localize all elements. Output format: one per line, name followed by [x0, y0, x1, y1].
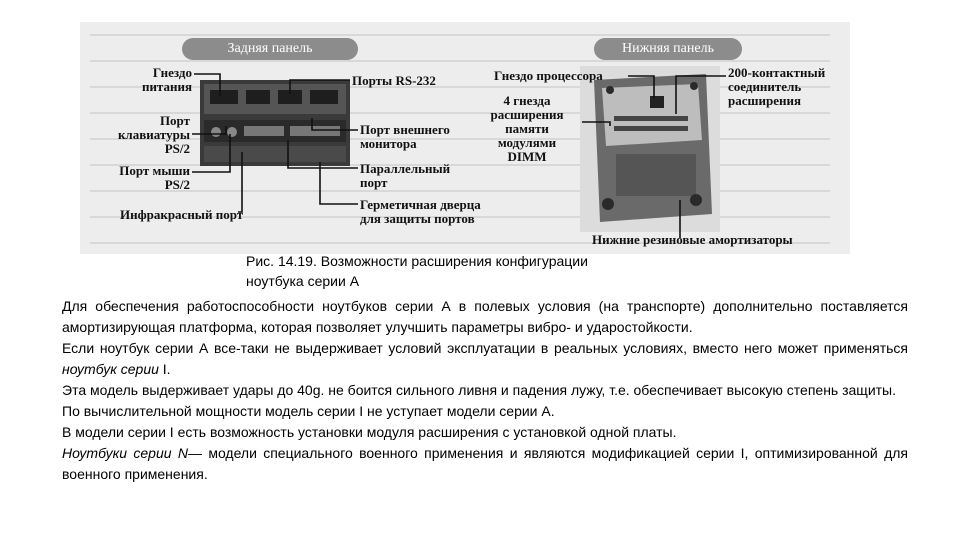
- parallel-port-label: Параллельный порт: [360, 161, 451, 190]
- figure-image: [80, 22, 850, 254]
- rear-panel-title: Задняя панель: [182, 38, 358, 60]
- paragraph-2: Если ноутбук серии А все-таки не выдерживает условий эксплуатации в реальных условиях, вместо него может применяться ноутбук серии I.: [62, 340, 908, 377]
- mouse-port-label: Порт мыши PS/2: [119, 163, 190, 192]
- paragraph-5: В модели серии I есть возможность установки модуля расширения с установкой одной платы.: [62, 424, 677, 440]
- paragraph-3: Эта модель выдерживает удары до 40g. не боится сильного ливня и падения лужу, т.е. обеспечивает высокую степень защиты.: [62, 382, 897, 398]
- power-socket-label: Гнездо питания: [141, 65, 192, 94]
- connector-label: 200-контактный соединитель расширения: [728, 65, 826, 108]
- paragraph-4: По вычислительной мощности модель серии I не уступает модели серии А.: [62, 403, 555, 419]
- sealed-door-label: Герметичная дверца для защиты портов: [360, 197, 481, 226]
- cpu-socket-label: Гнездо процессора: [494, 68, 603, 83]
- rubber-feet-label: Нижние резиновые амортизаторы: [592, 232, 793, 247]
- bottom-panel-title: Нижняя панель: [594, 38, 742, 60]
- leader-lines: [80, 22, 850, 254]
- figure-caption: Рис. 14.19. Возможности расширения конфигурации ноутбука серии А: [246, 253, 588, 289]
- memory-slots-label: 4 гнезда расширения памяти модулями DIMM: [490, 93, 564, 164]
- rs232-label: Порты RS-232: [352, 73, 436, 88]
- monitor-port-label: Порт внешнего монитора: [360, 122, 450, 151]
- paragraph-6: Ноутбуки серии N— модели специального военного применения и являются модификацией серии I, оптимизированной для военного применения.: [62, 445, 908, 482]
- keyboard-port-label: Порт клавиатуры PS/2: [117, 113, 190, 156]
- ir-port-label: Инфракрасный порт: [120, 207, 244, 222]
- paragraph-1: Для обеспечения работоспособности ноутбуков серии А в полевых условия (на транспорте) дополнительно поставляется амортизирующая платформа, которая позволяет улучшить параметры вибро- и ударостойкости.: [62, 298, 908, 335]
- body-text: [62, 296, 908, 485]
